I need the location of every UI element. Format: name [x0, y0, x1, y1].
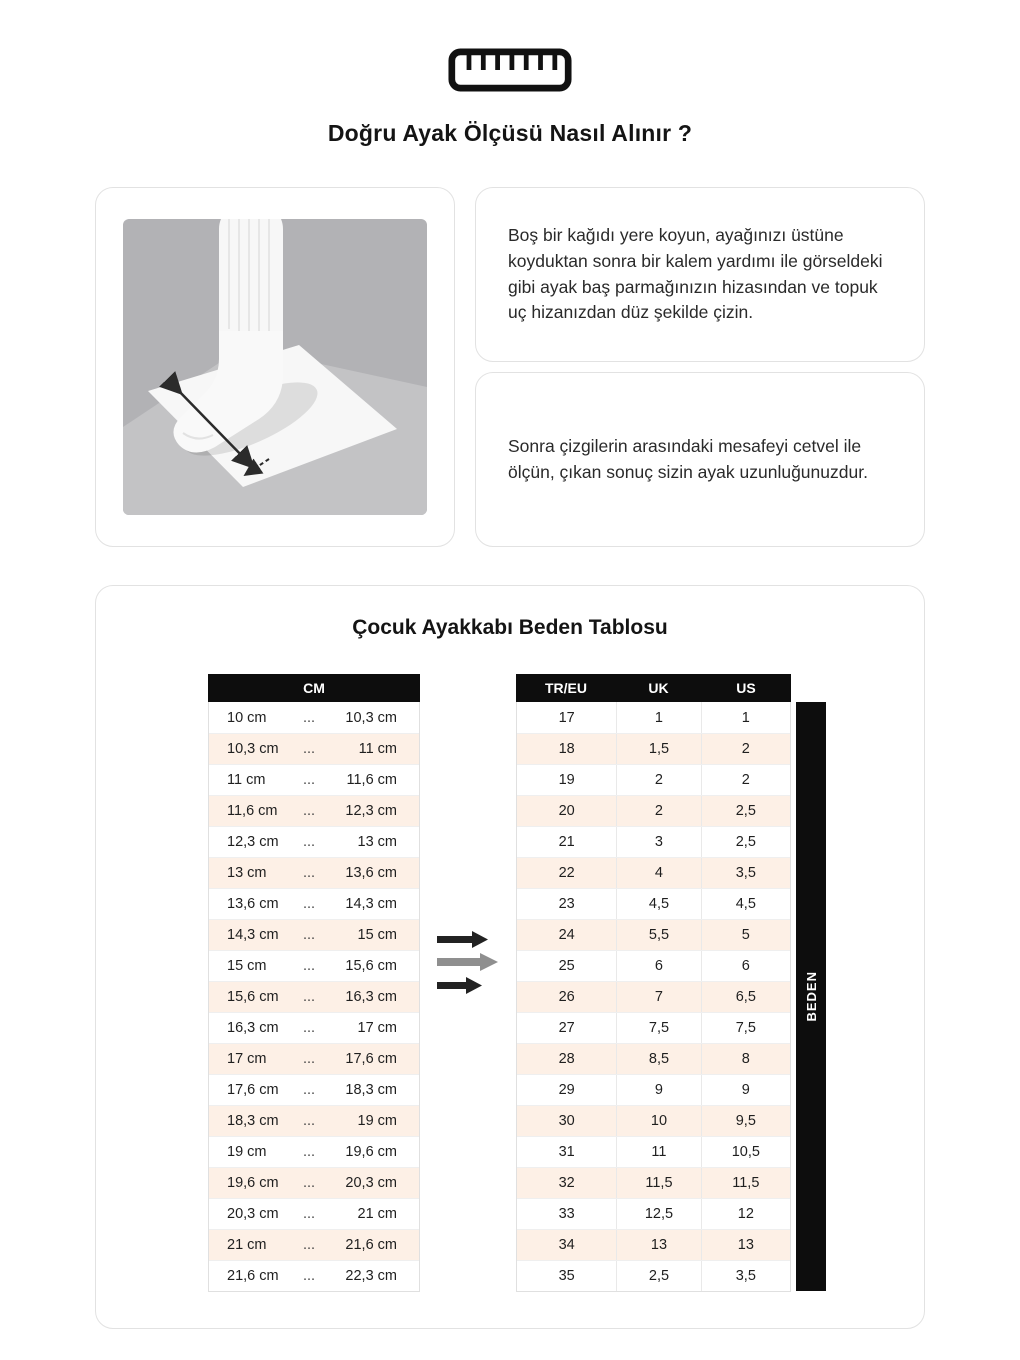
- size-cell: 2,5: [701, 827, 790, 857]
- size-cell: 10,5: [701, 1137, 790, 1167]
- cm-table-body: [208, 702, 420, 1292]
- cm-value-from: 20,3 cm: [227, 1206, 279, 1222]
- size-cell: 21: [558, 834, 575, 850]
- cm-value-from: 11,6 cm: [227, 803, 278, 819]
- size-table-row: [517, 1136, 790, 1167]
- size-cell: 6,5: [701, 982, 790, 1012]
- cm-value-to: 11 cm: [358, 741, 397, 757]
- instruction-cards: [475, 187, 925, 547]
- cm-value-from: 19,6 cm: [227, 1175, 279, 1191]
- size-table-row: [517, 733, 790, 764]
- cm-value-from: 10,3 cm: [227, 741, 279, 757]
- size-table-row: [517, 1229, 790, 1260]
- cm-table-row: [209, 702, 419, 733]
- cm-table-row: [209, 826, 419, 857]
- size-cell: 23: [558, 896, 575, 912]
- instruction-card-2: [475, 372, 925, 547]
- cm-table-row: [209, 1043, 419, 1074]
- size-cell: 35: [558, 1268, 575, 1284]
- cm-table-row: [209, 888, 419, 919]
- size-cell: 12,5: [616, 1199, 700, 1229]
- cm-value-to: 20,3 cm: [345, 1175, 397, 1191]
- size-cell: 27: [558, 1020, 575, 1036]
- size-table-row: [517, 1198, 790, 1229]
- range-separator: ...: [302, 958, 316, 974]
- size-cell: 2: [616, 765, 700, 795]
- size-cell: 26: [558, 989, 575, 1005]
- size-cell: 22: [558, 865, 575, 881]
- size-table-row: [517, 888, 790, 919]
- header-uk: UK: [648, 680, 669, 696]
- cm-value-from: 17 cm: [227, 1051, 267, 1067]
- size-table-row: [517, 981, 790, 1012]
- size-cell: 29: [558, 1082, 575, 1098]
- size-cell: 8: [701, 1044, 790, 1074]
- size-cell: 2: [616, 796, 700, 826]
- cm-value-from: 10 cm: [227, 709, 267, 726]
- cm-value-to: 12,3 cm: [345, 803, 397, 819]
- size-cell: 2: [701, 734, 790, 764]
- range-separator: ...: [302, 1268, 316, 1284]
- size-cell: 9: [616, 1075, 700, 1105]
- range-separator: ...: [302, 865, 316, 881]
- size-cell: 11,5: [701, 1168, 790, 1198]
- size-cell: 9: [701, 1075, 790, 1105]
- size-table-row: [517, 1012, 790, 1043]
- size-cell: 4,5: [701, 889, 790, 919]
- size-cell: 5,5: [616, 920, 700, 950]
- size-cell: 13: [616, 1230, 700, 1260]
- cm-table-row: [209, 981, 419, 1012]
- cm-value-to: 22,3 cm: [345, 1268, 397, 1284]
- cm-table-row: [209, 1198, 419, 1229]
- cm-table-row: [209, 764, 419, 795]
- cm-value-to: 11,6 cm: [346, 772, 397, 788]
- range-separator: ...: [302, 741, 316, 757]
- size-cell: 24: [558, 927, 575, 943]
- cm-table-row: [209, 1012, 419, 1043]
- size-table-row: [517, 702, 790, 733]
- cm-table-row: [209, 1167, 419, 1198]
- size-table-row: [517, 950, 790, 981]
- instructions-section: [95, 187, 925, 547]
- cm-value-to: 15 cm: [357, 927, 397, 943]
- size-cell: 1,5: [616, 734, 700, 764]
- size-tables-row: [96, 674, 924, 1292]
- range-separator: ...: [302, 1206, 316, 1222]
- instruction-text-2: Sonra çizgilerin arasındaki mesafeyi cetvel ile ölçün, çıkan sonuç sizin ayak uzunluğunuzdur.: [508, 435, 868, 482]
- size-cell: 5: [701, 920, 790, 950]
- size-table-row: [517, 764, 790, 795]
- size-cell: 34: [558, 1237, 575, 1253]
- size-table-header: [516, 674, 791, 702]
- cm-table-row: [209, 950, 419, 981]
- size-cell: 28: [558, 1051, 575, 1067]
- cm-value-to: 18,3 cm: [345, 1082, 397, 1098]
- size-cell: 1: [616, 702, 700, 733]
- size-cell: 11: [616, 1137, 700, 1167]
- size-table-card: [95, 585, 925, 1329]
- size-cell: 31: [558, 1144, 575, 1160]
- size-cell: 10: [616, 1106, 700, 1136]
- cm-table-row: [209, 733, 419, 764]
- cm-value-to: 14,3 cm: [345, 896, 397, 912]
- instruction-text-1: Boş bir kağıdı yere koyun, ayağınızı üstüne koyduktan sonra bir kalem yardımı ile görseldeki gibi ayak baş parmağınızın hizasından ve topuk uç hizanızdan düz şekilde çizin.: [508, 224, 883, 323]
- double-right-arrows-icon: [420, 654, 516, 1272]
- size-table-row: [517, 1105, 790, 1136]
- size-cell: 20: [558, 803, 575, 819]
- size-cell: 2,5: [616, 1261, 700, 1291]
- beden-bar: [796, 702, 826, 1291]
- cm-value-from: 18,3 cm: [227, 1113, 279, 1129]
- cm-value-from: 13 cm: [227, 865, 267, 881]
- size-cell: 7: [616, 982, 700, 1012]
- cm-table-row: [209, 1260, 419, 1291]
- size-cell: 6: [616, 951, 700, 981]
- cm-table-header: CM: [208, 674, 420, 702]
- cm-value-from: 21 cm: [227, 1237, 267, 1253]
- size-cell: 17: [558, 709, 575, 726]
- range-separator: ...: [302, 803, 316, 819]
- size-cell: 3,5: [701, 1261, 790, 1291]
- size-table-row: [517, 1043, 790, 1074]
- size-cell: 4: [616, 858, 700, 888]
- size-table-row: [517, 857, 790, 888]
- cm-value-from: 16,3 cm: [227, 1020, 279, 1036]
- cm-value-from: 14,3 cm: [227, 927, 279, 943]
- cm-value-to: 13,6 cm: [345, 865, 397, 881]
- cm-value-to: 21,6 cm: [345, 1237, 397, 1253]
- size-table-row: [517, 826, 790, 857]
- size-cell: 32: [558, 1175, 575, 1191]
- range-separator: ...: [302, 896, 316, 912]
- range-separator: ...: [302, 1237, 316, 1253]
- cm-value-from: 15 cm: [227, 958, 267, 974]
- size-cell: 7,5: [701, 1013, 790, 1043]
- cm-table-row: [209, 919, 419, 950]
- cm-value-from: 11 cm: [227, 772, 266, 788]
- foot-measurement-photo: [123, 219, 427, 515]
- size-cell: 12: [701, 1199, 790, 1229]
- size-cell: 30: [558, 1113, 575, 1129]
- cm-table-row: [209, 795, 419, 826]
- page-title: Doğru Ayak Ölçüsü Nasıl Alınır ?: [327, 120, 693, 146]
- cm-value-to: 15,6 cm: [345, 958, 397, 974]
- size-cell: 3,5: [701, 858, 790, 888]
- size-cell: 9,5: [701, 1106, 790, 1136]
- cm-value-to: 19,6 cm: [345, 1144, 397, 1160]
- cm-value-from: 15,6 cm: [227, 989, 279, 1005]
- cm-value-to: 21 cm: [357, 1206, 397, 1222]
- size-table-row: [517, 919, 790, 950]
- cm-value-from: 19 cm: [227, 1144, 267, 1160]
- range-separator: ...: [302, 1082, 316, 1098]
- size-cell: 18: [558, 741, 575, 757]
- range-separator: ...: [302, 709, 316, 726]
- range-separator: ...: [302, 1113, 316, 1129]
- cm-value-to: 16,3 cm: [345, 989, 397, 1005]
- cm-value-to: 13 cm: [357, 834, 397, 850]
- size-cell: 4,5: [616, 889, 700, 919]
- size-cell: 11,5: [616, 1168, 700, 1198]
- header-us: US: [736, 680, 756, 696]
- size-cell: 2: [701, 765, 790, 795]
- size-table-body: [516, 702, 791, 1292]
- size-cell: 8,5: [616, 1044, 700, 1074]
- size-cell: 7,5: [616, 1013, 700, 1043]
- size-conversion-table: [516, 674, 791, 1292]
- cm-value-to: 17,6 cm: [345, 1051, 397, 1067]
- cm-value-to: 17 cm: [357, 1020, 397, 1036]
- header-tr-eu: TR/EU: [545, 680, 587, 696]
- cm-table: [208, 674, 420, 1292]
- size-cell: 1: [701, 702, 790, 733]
- size-cell: 19: [558, 772, 575, 788]
- instruction-card-1: [475, 187, 925, 362]
- cm-value-to: 19 cm: [357, 1113, 397, 1129]
- cm-value-to: 10,3 cm: [345, 709, 397, 726]
- size-cell: 3: [616, 827, 700, 857]
- range-separator: ...: [302, 1020, 316, 1036]
- size-table-row: [517, 1260, 790, 1291]
- range-separator: ...: [302, 1175, 316, 1191]
- size-cell: 25: [558, 958, 575, 974]
- beden-label: BEDEN: [803, 971, 819, 1022]
- cm-value-from: 13,6 cm: [227, 896, 279, 912]
- size-cell: 6: [701, 951, 790, 981]
- range-separator: ...: [302, 927, 316, 943]
- range-separator: ...: [302, 989, 316, 1005]
- size-cell: 33: [558, 1206, 575, 1222]
- ruler-icon: [0, 48, 1020, 92]
- cm-value-from: 21,6 cm: [227, 1268, 279, 1284]
- cm-value-from: 12,3 cm: [227, 834, 279, 850]
- size-cell: 13: [701, 1230, 790, 1260]
- size-cell: 2,5: [701, 796, 790, 826]
- cm-table-row: [209, 1229, 419, 1260]
- cm-value-from: 17,6 cm: [227, 1082, 279, 1098]
- range-separator: ...: [302, 834, 316, 850]
- cm-table-row: [209, 857, 419, 888]
- size-table-row: [517, 795, 790, 826]
- size-table-title: Çocuk Ayakkabı Beden Tablosu: [352, 616, 668, 639]
- size-table-row: [517, 1074, 790, 1105]
- range-separator: ...: [302, 1051, 316, 1067]
- range-separator: ...: [302, 1144, 316, 1160]
- cm-table-row: [209, 1074, 419, 1105]
- range-separator: ...: [302, 772, 316, 788]
- cm-table-row: [209, 1105, 419, 1136]
- measurement-photo-card: [95, 187, 455, 547]
- cm-table-row: [209, 1136, 419, 1167]
- size-table-row: [517, 1167, 790, 1198]
